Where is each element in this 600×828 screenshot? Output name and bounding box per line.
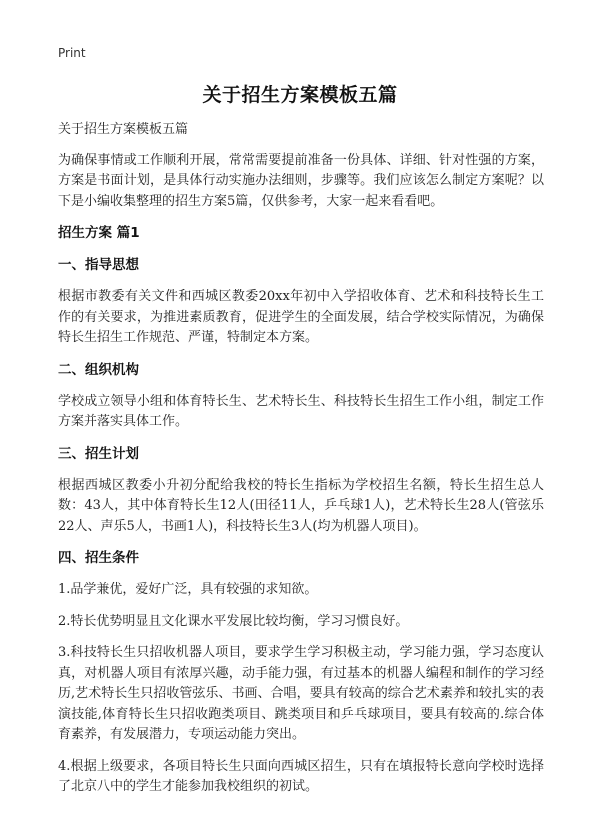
heading-enrollment-plan: 三、招生计划: [58, 445, 139, 462]
heading-organization: 二、组织机构: [58, 361, 139, 378]
paragraph-enrollment-plan: 根据西城区教委小升初分配给我校的特长生指标为学校招生名额，特长生招生总人数：43人，其中体育特长生12人(田径11人，乒乓球1人)，艺术特长生28人(管弦乐22人、声乐5人，书画1人)，科技特长生3人(均为机器人项目)。: [58, 477, 544, 534]
condition-item-4: 4.根据上级要求，各项目特长生只面向西城区招生，只有在填报特长意向学校时选择了北京八中的学生才能参加我校组织的初试。: [58, 758, 544, 794]
paragraph-guiding-ideology: 根据市教委有关文件和西城区教委20xx年初中入学招收体育、艺术和科技特长生工作的有关要求，为推进素质教育，促进学生的全面发展，结合学校实际情况，为确保特长生招生工作规范、严谨，特制定本方案。: [58, 289, 544, 345]
condition-item-3: 3.科技特长生只招收机器人项目，要求学生学习积极主动，学习能力强，学习态度认真，对机器人项目有浓厚兴趣，动手能力强，有过基本的机器人编程和制作的学习经历,艺术特长生只招收管弦乐、书画、合唱，要具有较高的综合艺术素养和较扎实的表演技能,体育特长生只招收跑类项目、跳类项目和乒乓球项目，要具有较高的.综合体育素养，有发展潜力，专项运动能力突出。: [58, 645, 544, 742]
intro-paragraph: 为确保事情或工作顺利开展，常常需要提前准备一份具体、详细、针对性强的方案，方案是书面计划，是具体行动实施办法细则，步骤等。我们应该怎么制定方案呢？以下是小编收集整理的招生方案5篇，仅供参考，大家一起来看看吧。: [58, 152, 544, 209]
section-title: 招生方案 篇1: [58, 225, 140, 241]
page-title: 关于招生方案模板五篇: [202, 84, 398, 106]
print-link[interactable]: Print: [58, 46, 86, 60]
condition-item-2: 2.特长优势明显且文化课水平发展比较均衡，学习习惯良好。: [58, 613, 409, 629]
paragraph-organization: 学校成立领导小组和体育特长生、艺术特长生、科技特长生招生工作小组，制定工作方案并落实具体工作。: [58, 393, 544, 429]
heading-guiding-ideology: 一、指导思想: [58, 257, 139, 273]
condition-item-1: 1.品学兼优，爱好广泛，具有较强的求知欲。: [58, 582, 318, 597]
article-body: [58, 120, 544, 809]
heading-enrollment-conditions: 四、招生条件: [58, 550, 139, 566]
article-subtitle: 关于招生方案模板五篇: [58, 122, 189, 137]
